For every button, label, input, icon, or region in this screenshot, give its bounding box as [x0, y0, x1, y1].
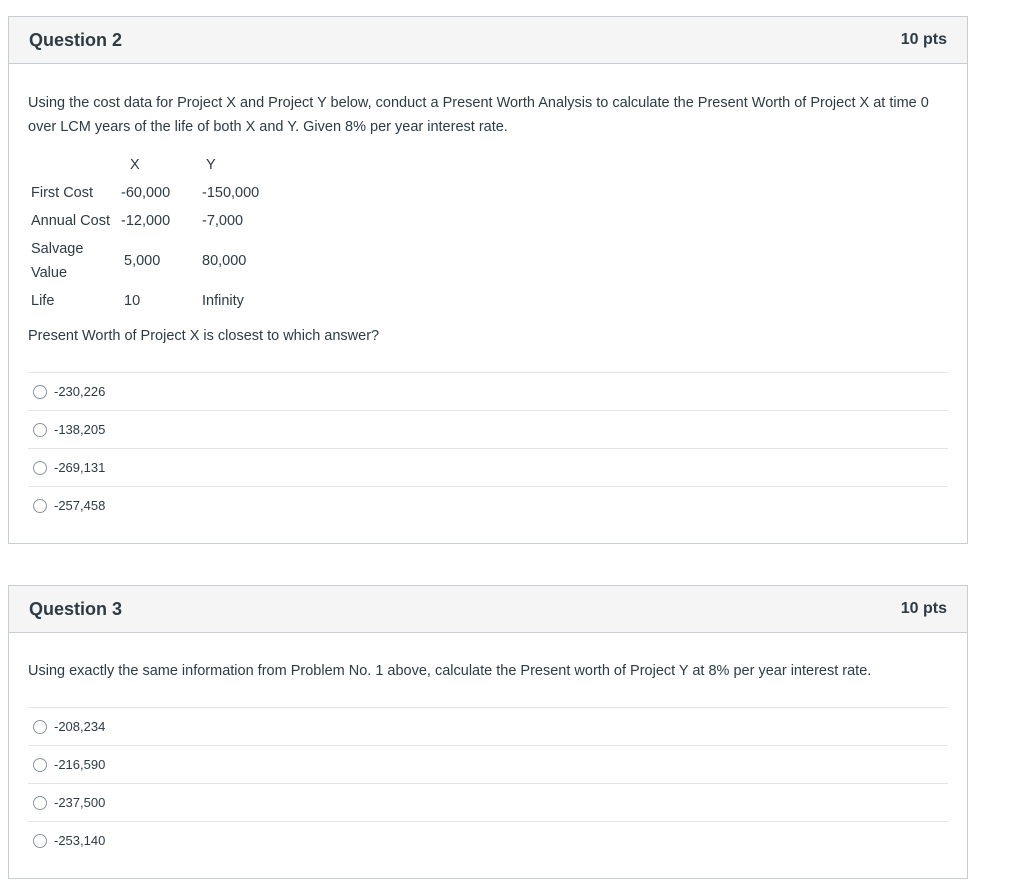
row-x-value: 5,000 — [124, 253, 161, 269]
answer-label: -216,590 — [54, 757, 106, 772]
question-prompt: Using the cost data for Project X and Project Y below, conduct a Present Worth Analysis to calculate the Present Worth of Project X at time 0 over LCM years of the life of both X and Y. Given 8% per year interest rate. — [28, 95, 929, 135]
table-row — [28, 235, 286, 287]
cost-data-table — [28, 151, 286, 315]
row-label: Annual Cost — [31, 213, 110, 229]
row-y-value: -150,000 — [202, 185, 260, 201]
table-row — [28, 207, 286, 235]
row-y-value: Infinity — [202, 293, 244, 309]
row-x-value: -12,000 — [121, 213, 171, 229]
table-header-x: X — [130, 157, 140, 173]
answer-list — [28, 372, 948, 524]
row-x-value: -60,000 — [121, 185, 171, 201]
row-y-value: -7,000 — [202, 213, 244, 229]
radio-button[interactable] — [33, 499, 47, 513]
question-header — [9, 17, 967, 64]
answer-label: -253,140 — [54, 833, 106, 848]
answer-option[interactable] — [28, 707, 948, 745]
answer-option[interactable] — [28, 745, 948, 783]
table-header-cell — [28, 151, 118, 179]
question-3-card — [8, 585, 968, 879]
question-followup: Present Worth of Project X is closest to which answer? — [28, 328, 380, 344]
row-label: First Cost — [31, 185, 94, 201]
table-row — [28, 287, 286, 315]
radio-button[interactable] — [33, 720, 47, 734]
answer-label: -257,458 — [54, 498, 106, 513]
answer-option[interactable] — [28, 410, 948, 448]
radio-button[interactable] — [33, 461, 47, 475]
question-title: Question 2 — [29, 29, 123, 50]
answer-label: -138,205 — [54, 422, 106, 437]
answer-option[interactable] — [28, 372, 948, 410]
question-points: 10 pts — [900, 31, 947, 48]
question-2-card — [8, 16, 968, 544]
question-header — [9, 586, 967, 633]
answer-option[interactable] — [28, 448, 948, 486]
radio-button[interactable] — [33, 834, 47, 848]
row-label: Salvage Value — [31, 241, 84, 281]
radio-button[interactable] — [33, 758, 47, 772]
answer-label: -208,234 — [54, 719, 106, 734]
answer-label: -237,500 — [54, 795, 106, 810]
answer-label: -269,131 — [54, 460, 106, 475]
question-title: Question 3 — [29, 598, 123, 619]
row-label: Life — [31, 293, 55, 309]
answer-option[interactable] — [28, 486, 948, 524]
answer-label: -230,226 — [54, 384, 106, 399]
table-row — [28, 179, 286, 207]
row-y-value: 80,000 — [202, 253, 247, 269]
answer-list — [28, 707, 948, 859]
row-x-value: 10 — [124, 293, 141, 309]
table-header-row — [28, 151, 286, 179]
radio-button[interactable] — [33, 796, 47, 810]
radio-button[interactable] — [33, 385, 47, 399]
question-prompt: Using exactly the same information from Problem No. 1 above, calculate the Present worth of Project Y at 8% per year interest rate. — [28, 663, 872, 679]
answer-option[interactable] — [28, 821, 948, 859]
question-points: 10 pts — [900, 600, 947, 617]
answer-option[interactable] — [28, 783, 948, 821]
radio-button[interactable] — [33, 423, 47, 437]
table-header-y: Y — [206, 157, 216, 173]
